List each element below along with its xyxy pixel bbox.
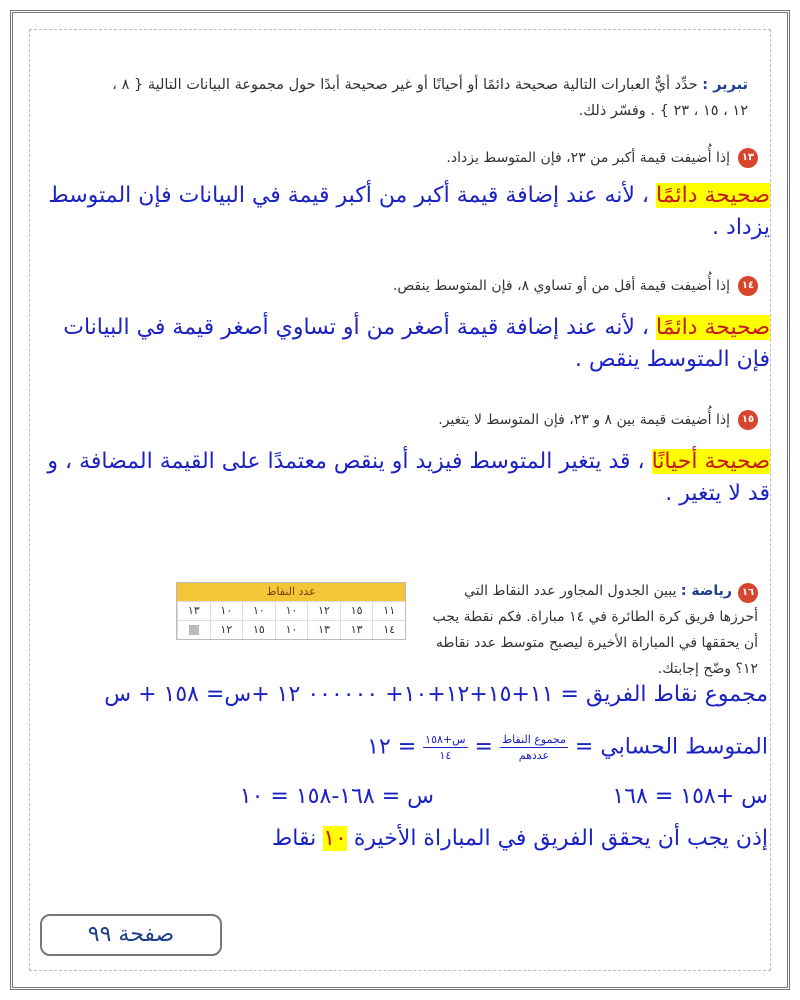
- answer-15-verdict: صحيحة أحيانًا: [651, 449, 770, 474]
- answer-15: [30, 446, 770, 510]
- question-13: [446, 148, 758, 168]
- answer-14-verdict: صحيحة دائمًا: [656, 315, 770, 340]
- question-14-text: إذا أُضيفت قيمة أقل من أو تساوي ٨، فإن المتوسط ينقص.: [392, 278, 730, 294]
- intro-keyword: تبرير :: [702, 77, 748, 93]
- answer-13: [30, 180, 770, 244]
- question-15-number: ١٥: [738, 410, 758, 430]
- question-14-number: ١٤: [738, 276, 758, 296]
- question-16-keyword: رياضة :: [680, 583, 732, 599]
- fraction-values: [423, 732, 467, 763]
- question-16-text: يبين الجدول المجاور عدد النقاط التي أحرزها فريق كرة الطائرة في ١٤ مباراة. فكم نقطة يجب أن يحققها في المباراة الأخيرة ليصبح متوسط عدد نقاطه ١٢؟ وضّح إجابتك.: [432, 583, 758, 677]
- answer-13-text: ، لأنه عند إضافة قيمة أكبر من أكبر قيمة في البيانات فإن المتوسط يزداد .: [48, 183, 770, 240]
- intro-text: حدِّد أيٌّ العبارات التالية صحيحة دائمًا أو أحيانًا أو غير صحيحة أبدًا حول مجموعة البيانات التالية { ٨ ، ١٢ ، ١٥ ، ٢٣ } . وفسّر ذلك.: [112, 77, 748, 119]
- question-14: [393, 276, 758, 296]
- table-cell: ١٠: [210, 601, 243, 620]
- table-cell: ١٠: [242, 601, 275, 620]
- points-table-title: عدد النقاط: [177, 583, 405, 601]
- missing-value-box: [189, 625, 199, 635]
- points-table: [176, 582, 406, 640]
- table-cell: ١٣: [340, 620, 373, 639]
- answer-14-text: ، لأنه عند إضافة قيمة أصغر من أو تساوي أصغر قيمة في البيانات فإن المتوسط ينقص .: [63, 315, 770, 372]
- table-cell: ١١: [372, 601, 405, 620]
- table-cell: ١٢: [307, 601, 340, 620]
- table-row: [177, 620, 405, 639]
- table-row: [177, 601, 405, 620]
- fraction-denominator: عددهم: [518, 749, 550, 762]
- answer-13-verdict: صحيحة دائمًا: [656, 183, 770, 208]
- table-cell: ١٥: [242, 620, 275, 639]
- question-15-text: إذا أُضيفت قيمة بين ٨ و ٢٣، فإن المتوسط لا يتغير.: [438, 412, 730, 428]
- mean-line: المتوسط الحسابي = $\frac{\text{مجموع النقاط}}{\text{عددهم}}$ = $\frac{\text{س+١٥٨}}{١٤}$ = ١٢: [367, 733, 768, 762]
- table-cell: ١٣: [177, 601, 210, 620]
- table-cell: ١٤: [372, 620, 405, 639]
- intro-paragraph: [108, 72, 748, 124]
- table-cell: ١٠: [275, 620, 308, 639]
- answer-15-text: ، قد يتغير المتوسط فيزيد أو ينقص معتمدًا على القيمة المضافة ، و قد لا يتغير .: [47, 449, 770, 506]
- table-cell: ١٥: [340, 601, 373, 620]
- final-answer: [272, 826, 768, 851]
- sum-line: مجموع نقاط الفريق = ١١+١٥+١٢+١٠+ ٠٠٠٠٠٠ ١٢ +س= ١٥٨ + س: [104, 682, 768, 707]
- table-cell: ١٣: [307, 620, 340, 639]
- equation-right: س = ١٦٨-١٥٨ = ١٠: [239, 784, 434, 809]
- final-answer-pre: إذن يجب أن يحقق الفريق في المباراة الأخيرة: [353, 826, 768, 851]
- missing-value-cell: [177, 620, 210, 639]
- mean-label: المتوسط الحسابي =: [574, 734, 768, 760]
- question-13-number: ١٣: [738, 148, 758, 168]
- final-answer-value: ١٠: [323, 826, 347, 851]
- question-16: [428, 578, 758, 682]
- table-cell: ١٠: [275, 601, 308, 620]
- final-answer-post: نقاط: [271, 826, 317, 851]
- question-16-number: ١٦: [738, 583, 758, 603]
- fraction-numerator: مجموع النقاط: [501, 733, 566, 746]
- fraction-denominator: ١٤: [439, 749, 452, 762]
- page-number-tag: صفحة ٩٩: [40, 914, 222, 956]
- answer-14: [30, 312, 770, 376]
- equation-left: س +١٥٨ = ١٦٨: [612, 784, 768, 809]
- mean-result: = ١٢: [367, 734, 417, 760]
- question-13-text: إذا أُضيفت قيمة أكبر من ٢٣، فإن المتوسط يزداد.: [446, 150, 730, 166]
- question-15: [438, 410, 758, 430]
- fraction-numerator: س+١٥٨: [425, 733, 466, 746]
- table-cell: ١٢: [210, 620, 243, 639]
- fraction-sum-over-count: [500, 732, 568, 763]
